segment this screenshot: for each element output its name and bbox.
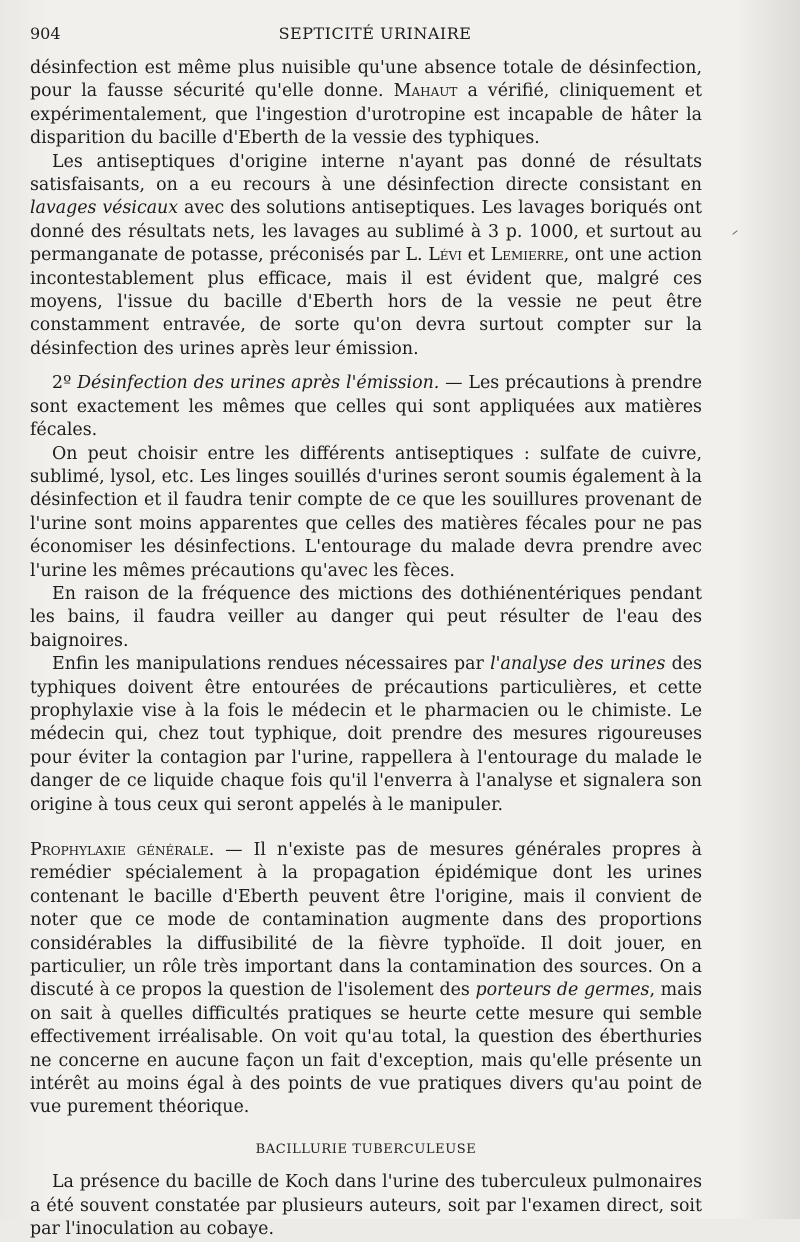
author-name: Mahaut: [393, 81, 458, 102]
paragraph-bacille-koch: La présence du bacille de Koch dans l'urine des tuberculeux pulmonaires a été souvent constatée par plusieurs auteurs, soit par l'examen direct, soit par l'inoculation au cobaye.: [30, 1172, 702, 1240]
emphasis-text: porteurs de germes: [475, 980, 650, 1001]
author-name: Lévi: [428, 245, 462, 266]
page-number: 904: [30, 24, 61, 43]
emphasis-text: l'analyse des urines: [490, 654, 666, 675]
paragraph-baignoires: En raison de la fréquence des mictions des dothiénentériques pendant les bains, il faudra veiller au danger qui peut résulter de l'eau des baignoires.: [30, 583, 702, 651]
section-heading: BACILLURIE TUBERCULEUSE: [255, 1141, 477, 1157]
page-body: [30, 57, 702, 1242]
scan-mark: [732, 230, 737, 235]
paragraph-analyse-urines: Enfin les manipulations rendues nécessaires par l'analyse des urines des typhiques doivent être entourées de précautions particulières, et cette prophylaxie vise à la fois le médecin et le pharmacien ou le chimiste. Le médecin qui, chez tout typhique, doit prendre des mesures rigoureuses pour éviter la contagion par l'urine, rappellera à l'entourage du malade le danger de ce liquide chaque fois qu'il l'enverra à l'analyse et signalera son origine à tous ceux qui seront appelés à le manipuler.: [30, 654, 702, 815]
paragraph-lavages: Les antiseptiques d'origine interne n'ayant pas donné de résultats satisfaisants, on a eu recours à une désinfection directe consistant en lavages vésicaux avec des solutions antiseptiques. Les lavages boriqués ont donné des résultats nets, les lavages au sublimé à 3 p. 1000, et surtout au permanganate de potasse, préconisés par L. Lévi et Lemierre, ont une action incontestablement plus efficace, mais il est évident que, malgré ces moyens, l'issue du bacille d'Eberth hors de la vessie ne peut être constamment entravée, de sorte qu'on devra surtout compter sur la désinfection des urines après leur émission.: [30, 151, 702, 359]
paragraph-desinfection-urines: 2º Désinfection des urines après l'émission. — Les précautions à prendre sont exactement les mêmes que celles qui sont appliquées aux matières fécales.: [30, 373, 703, 441]
paragraph-prophylaxie-generale: Prophylaxie générale. — Il n'existe pas de mesures générales propres à remédier spécialement à la propagation épidémique dont les urines contenant le bacille d'Eberth peuvent être l'origine, mais il convient de noter que ce mode de contamination augmente dans des proportions considérables la diffusibilité de la fièvre typhoïde. Il doit jouer, en particulier, un rôle très important dans la contamination des sources. On a discuté à ce propos la question de l'isolement des porteurs de germes, mais on sait à quelles difficultés pratiques se heurte cette mesure qui semble effectivement irréalisable. On voit qu'au total, la question des éberthuries ne concerne en aucune façon un fait d'exception, mais qu'elle présente un intérêt au moins égal à des points de vue pratiques divers qu'au point de vue purement théorique.: [30, 840, 703, 1118]
paragraph-antiseptiques: On peut choisir entre les différents antiseptiques : sulfate de cuivre, sublimé, lysol, etc. Les linges souillés d'urines seront soumis également à la désinfection et il faudra tenir compte de ce que les souillures provenant de l'urine sont moins apparentes que celles des matières fécales pour ne pas économiser les désinfections. L'entourage du malade devra prendre avec l'urine les mêmes précautions qu'avec les fèces.: [30, 443, 702, 581]
page-header: [30, 24, 720, 46]
emphasis-text: lavages vésicaux: [30, 198, 179, 219]
paragraph-urotropine: désinfection est même plus nuisible qu'une absence totale de désinfection, pour la fausse sécurité qu'elle donne. Mahaut a vérifié, cliniquement et expérimentalement, que l'ingestion d'urotropine est incapable de hâter la disparition du bacille d'Eberth de la vessie des typhiques.: [30, 58, 702, 149]
author-name: Lemierre: [490, 245, 564, 266]
running-head: SEPTICITÉ URINAIRE: [278, 24, 472, 43]
section-run-in-heading: Prophylaxie générale.: [30, 840, 215, 860]
subsection-title: Désinfection des urines après l'émission.: [77, 373, 440, 394]
